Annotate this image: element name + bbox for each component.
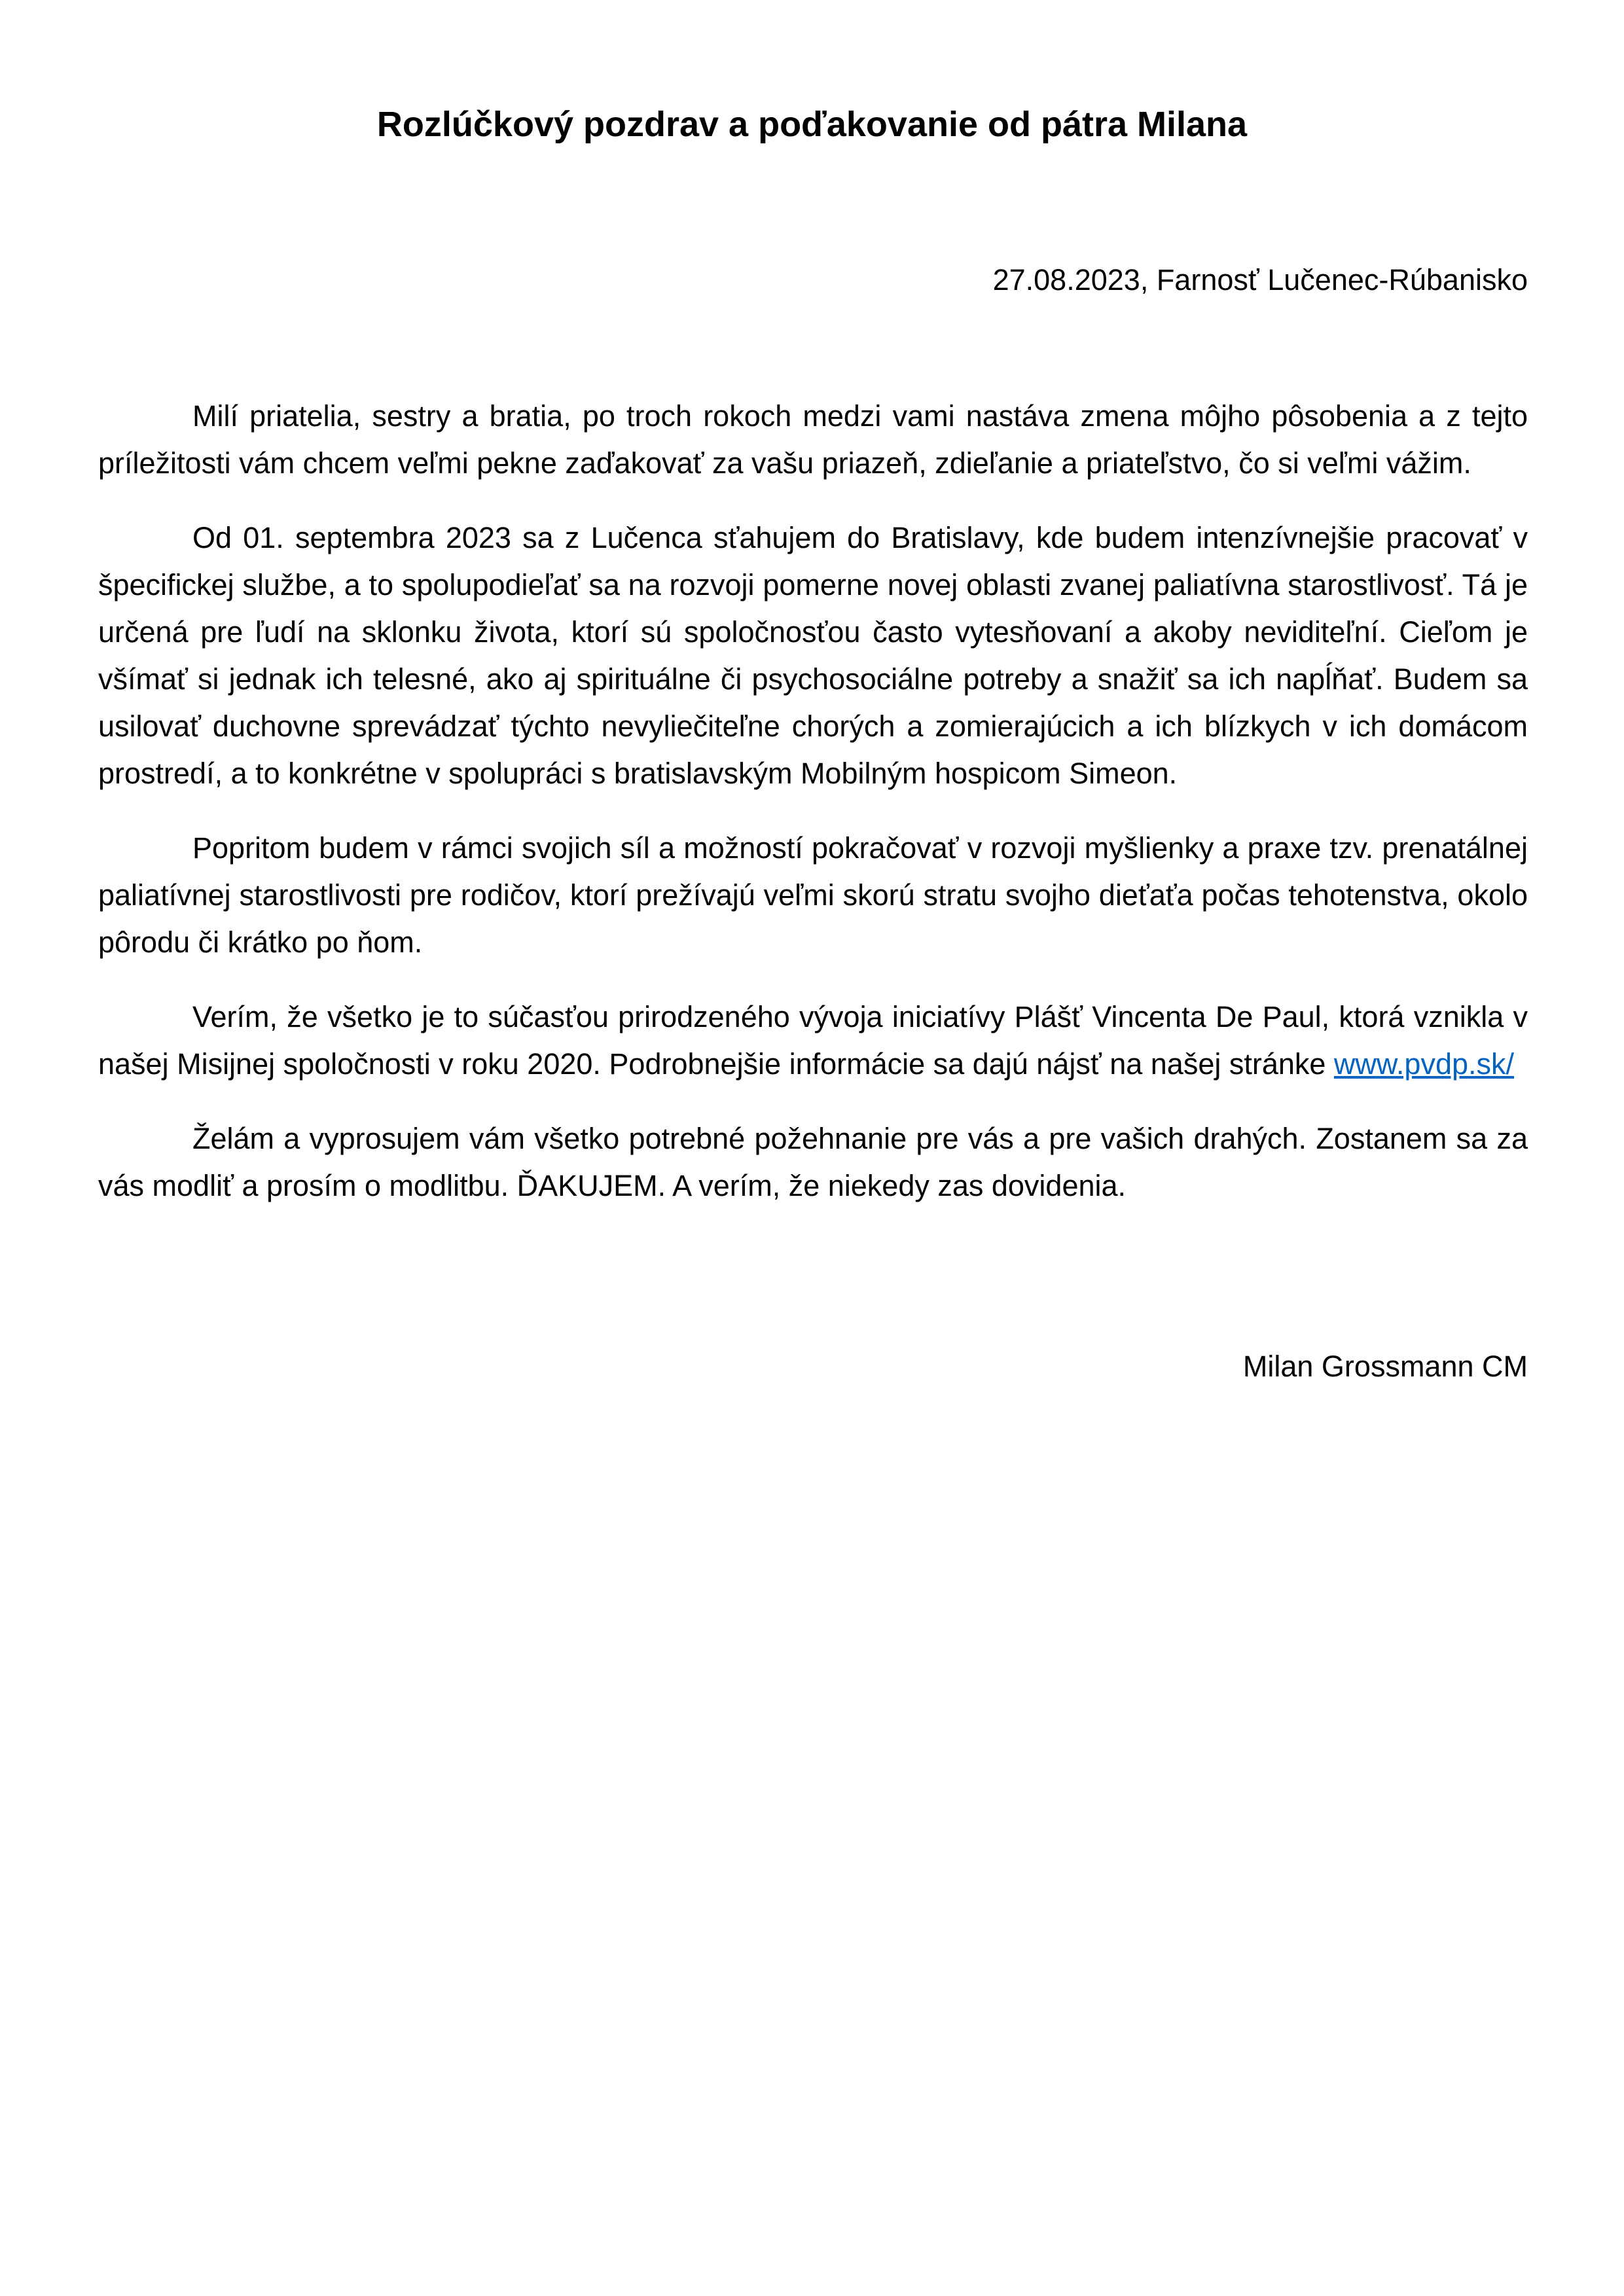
paragraph-initiative <box>98 994 1528 1088</box>
document-title: Rozlúčkový pozdrav a poďakovanie od pátra Milana <box>376 105 1248 144</box>
paragraph-initiative-text: Verím, že všetko je to súčasťou prirodzeného vývoja iniciatívy Plášť Vincenta De Paul, ktorá vznikla v našej Misijnej spoločnosti v roku 2020. Podrobnejšie informácie sa dajú nájsť na našej stránke <box>98 1000 1528 1081</box>
paragraph-prenatal-care: Popritom budem v rámci svojich síl a možností pokračovať v rozvoji myšlienky a praxe tzv. prenatálnej paliatívnej starostlivosti pre rodičov, ktorí prežívajú veľmi skorú stratu svojho dieťaťa počas tehotenstva, okolo pôrodu či krátko po ňom. <box>98 831 1528 959</box>
website-link[interactable]: www.pvdp.sk/ <box>1333 1047 1515 1081</box>
signature: Milan Grossmann CM <box>1242 1350 1528 1383</box>
paragraph-greeting: Milí priatelia, sestry a bratia, po troch rokoch medzi vami nastáva zmena môjho pôsobenia a z tejto príležitosti vám chcem veľmi pekne zaďakovať za vašu priazeň, zdieľanie a priateľstvo, čo si veľmi vážim. <box>98 399 1528 480</box>
paragraph-blessing: Želám a vyprosujem vám všetko potrebné požehnanie pre vás a pre vašich drahých. Zostanem sa za vás modliť a prosím o modlitbu. ĎAKUJEM. A verím, že niekedy zas dovidenia. <box>98 1122 1528 1202</box>
paragraph-new-ministry: Od 01. septembra 2023 sa z Lučenca sťahujem do Bratislavy, kde budem intenzívnejšie pracovať v špecifickej službe, a to spolupodieľať sa na rozvoji pomerne novej oblasti zvanej paliatívna starostlivosť. Tá je určená pre ľudí na sklonku života, ktorí sú spoločnosťou často vytesňovaní a akoby neviditeľní. Cieľom je všímať si jednak ich telesné, ako aj spirituálne či psychosociálne potreby a snažiť sa ich napĺňať. Budem sa usilovať duchovne sprevádzať týchto nevyliečiteľne chorých a zomierajúcich a ich blízkych v ich domácom prostredí, a to konkrétne v spolupráci s bratislavským Mobilným hospicom Simeon. <box>98 521 1528 790</box>
letter-body <box>98 393 1528 1210</box>
dateline: 27.08.2023, Farnosť Lučenec-Rúbanisko <box>992 263 1528 296</box>
